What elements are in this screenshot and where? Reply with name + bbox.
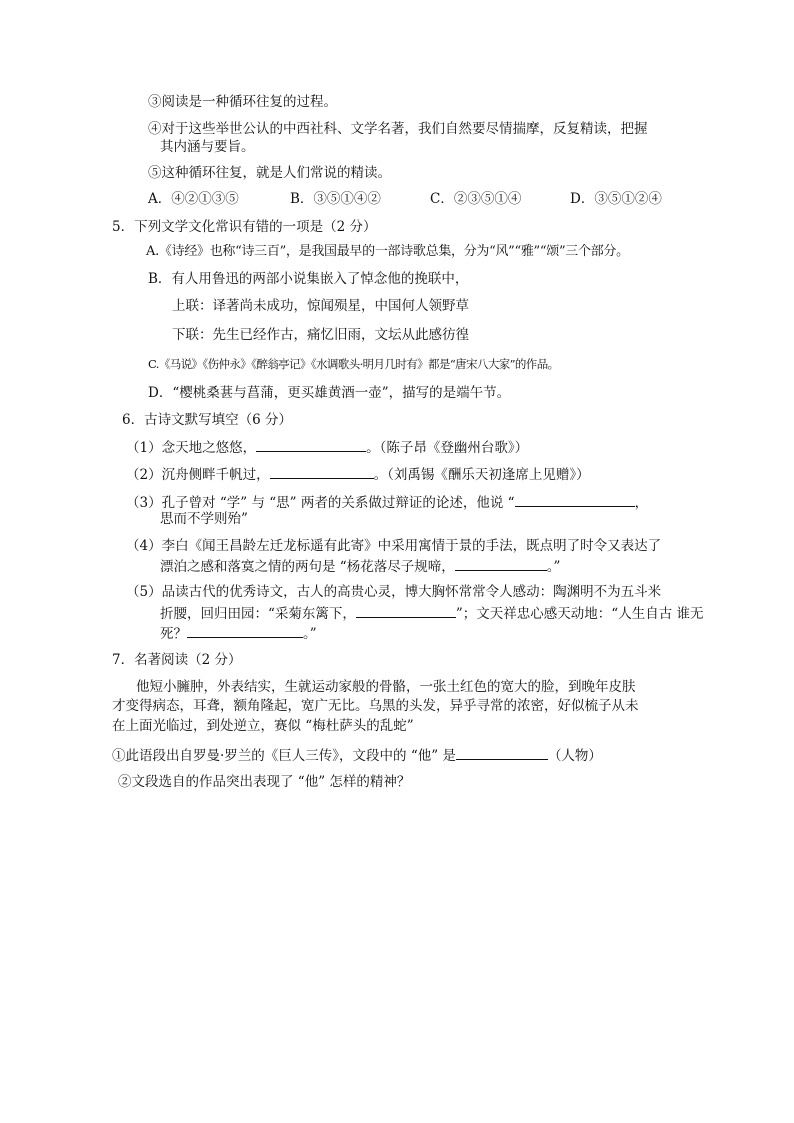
q7-subquestion-1 — [112, 745, 602, 765]
q5-title: 5．下列文学文化常识有错的一项是（2 分） — [112, 219, 377, 235]
q4-option-d[interactable] — [570, 190, 662, 208]
option-letter: A． — [148, 191, 172, 207]
option-letter: B． — [290, 191, 314, 207]
q4-item-4-line2: 其内涵与要旨。 — [160, 139, 255, 155]
q5-couplet-upper: 上联：译著尚未成功，惊闻殒星，中国何人领野草 — [172, 298, 469, 314]
answer-blank[interactable] — [456, 745, 548, 760]
q7-passage-line3: 在上面光临过，到处逆立，赛似 “梅杜萨头的乱蛇” — [112, 718, 414, 734]
q6-line-5-c — [160, 623, 317, 643]
option-text: ③⑤①④② — [313, 191, 381, 207]
q6-line-4-prefix: 漂泊之感和落寞之情的两句是 “杨花落尽子规啼， — [160, 559, 455, 575]
option-letter: D． — [570, 191, 595, 207]
q5-couplet-lower: 下联：先生已经作古，痛忆旧雨，文坛从此感彷徨 — [172, 327, 469, 343]
q6-line-5-a: （5）品读古代的优秀诗文，古人的高贵心灵，博大胸怀常常令人感动：陶渊明不为五斗米 — [126, 584, 662, 600]
q6-line-4-suffix: 。” — [546, 559, 561, 575]
q7-passage-line1: 他短小臃肿，外表结实，生就运动家般的骨骼，一张土红色的宽大的脸，到晚年皮肤 — [136, 679, 636, 695]
q5-option-a[interactable]: A.《诗经》也称“诗三百”，是我国最早的一部诗歌总集，分为“风”“雅”“颂”三个部分。 — [146, 244, 629, 259]
q6-line-3-suffix: ， — [634, 495, 649, 511]
q6-title: 6．古诗文默写填空（6 分） — [122, 412, 292, 428]
q6-line-1-prefix: （1）念天地之悠悠， — [126, 440, 257, 456]
q6-line-1-suffix: 。（陈子昂《登幽州台歌》） — [366, 440, 529, 456]
q6-line-3-prefix: （3）孔子曾对 “学” 与 “思” 两者的关系做过辩证的论述，他说 “ — [126, 495, 515, 511]
option-text: ③⑤①②④ — [594, 191, 662, 207]
q6-line-3-continued: 思而不学则殆” — [160, 511, 248, 527]
option-text: ④②①③⑤ — [171, 191, 239, 207]
q7-passage-line2: 才变得病态，耳聋，额角隆起，宽广无比。乌黑的头发，异乎寻常的浓密，好似梳子从未 — [112, 698, 639, 714]
option-text: ②③⑤①④ — [453, 191, 522, 207]
q6-line-2-suffix: 。（刘禹锡《酬乐天初逢席上见赠》） — [373, 467, 590, 483]
q7-sub1-prefix: ①此语段出自罗曼·罗兰的《巨人三传》，文段中的 “他” 是 — [112, 748, 456, 764]
answer-blank[interactable] — [256, 437, 366, 452]
q6-line-5-c-suffix: 。” — [303, 626, 317, 642]
q6-line-2-prefix: （2）沉舟侧畔千帆过， — [126, 467, 270, 483]
q6-line-3 — [126, 492, 648, 512]
answer-blank[interactable] — [455, 556, 547, 571]
q4-item-4-line1: ④对于这些举世公认的中西社科、文学名著，我们自然要尽情揣摩，反复精读，把握 — [148, 121, 648, 137]
answer-blank[interactable] — [515, 492, 635, 507]
answer-blank[interactable] — [270, 464, 374, 479]
option-letter: C． — [430, 191, 454, 207]
q5-option-b[interactable]: B．有人用鲁迅的两部小说集嵌入了悼念他的挽联中， — [148, 271, 469, 287]
q7-subquestion-2: ②文段选自的作品突出表现了 “他” 怎样的精神？ — [118, 774, 411, 790]
q4-option-a[interactable] — [148, 190, 239, 208]
q6-line-1 — [126, 437, 528, 457]
q4-item-3: ③阅读是一种循环往复的过程。 — [148, 94, 337, 110]
q6-line-5-suffix: ”；文天祥忠心感天动地：“人生自古 谁无 — [455, 606, 704, 622]
q4-option-b[interactable] — [290, 190, 381, 208]
q7-sub1-suffix: （人物） — [547, 748, 602, 764]
q6-line-4-a: （4）李白《闻王昌龄左迁龙标遥有此寄》中采用寓情于景的手法，既点明了时令又表达了 — [126, 538, 662, 554]
q6-line-2 — [126, 464, 590, 484]
answer-blank[interactable] — [187, 623, 303, 638]
q4-item-5: ⑤这种循环往复，就是人们常说的精读。 — [148, 165, 391, 181]
q6-line-5-b — [160, 603, 704, 623]
q7-title: 7．名著阅读（2 分） — [112, 652, 242, 668]
q6-line-5-prefix: 折腰，回归田园：“采菊东篱下， — [160, 606, 356, 622]
answer-blank[interactable] — [356, 603, 456, 618]
q5-option-c[interactable]: C.《马说》《伤仲永》《醉翁亭记》《水调歌头·明月几时有》都是“唐宋八大家”的作品。 — [148, 357, 559, 371]
q6-line-4-b — [160, 556, 560, 576]
q5-option-d[interactable]: D．“樱桃桑葚与菖蒲，更买雄黄酒一壶”，描写的是端午节。 — [148, 385, 511, 401]
q4-option-c[interactable] — [430, 190, 521, 208]
q6-line-5-c-prefix: 死？ — [160, 626, 187, 642]
